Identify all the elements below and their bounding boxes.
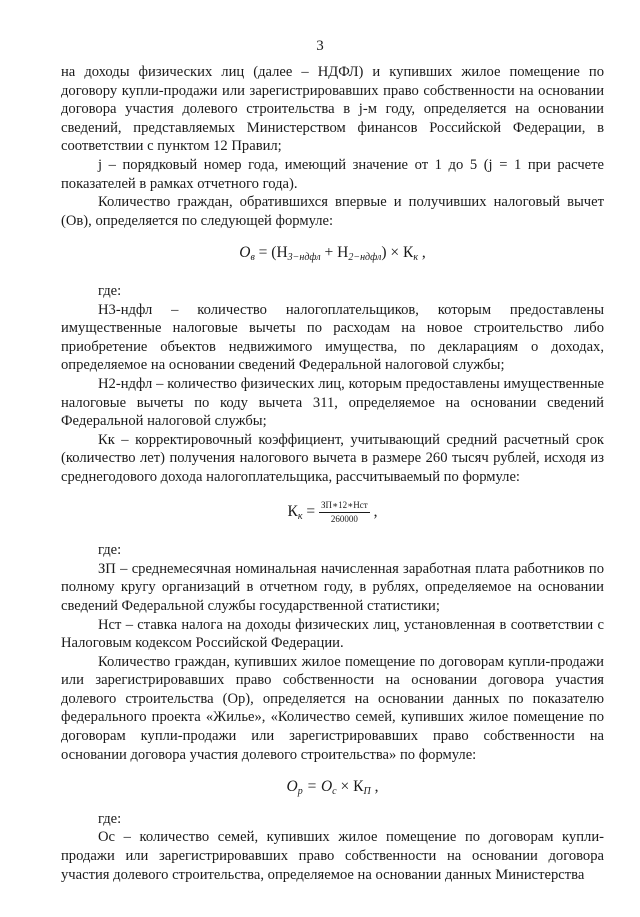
- paragraph-op-intro: Количество граждан, купивших жилое помещение по договорам купли-продажи или зарегистрировавших право собственности на основании договора участия долевого строительства (Op), определяется на основании данных по показателю федерального проекта «Жилье», «Количество семей, купивших жилое помещение по договорам купли-продажи или зарегистрировавших право собственности на основании договора участия долевого строительства» по формуле:: [61, 653, 604, 763]
- formula-op-k-sub: П: [363, 786, 371, 798]
- page-number: 3: [316, 38, 324, 54]
- where-label-3: где:: [98, 810, 122, 827]
- formula-ov-lhs-sub: в: [250, 252, 255, 264]
- paragraph-ndfl-definition: на доходы физических лиц (далее – НДФЛ) и купивших жилое помещение по договору купли-продажи или зарегистрировавших право собственности на основании договора участия долевого строительства в j-м году, определяется на основании сведений, представляемых Министерством финансов Российской Федерации, в соответствии с пунктом 12 Правил;: [61, 64, 604, 155]
- formula-ov-sub2: 2−ндфл: [348, 252, 382, 264]
- formula-kk-numerator: ЗП∗12∗Нст: [319, 500, 370, 513]
- formula-ov-k-sub: к: [413, 252, 418, 264]
- formula-ov-lhs: O: [239, 244, 251, 262]
- paragraph-j-definition: j – порядковый номер года, имеющий значение от 1 до 5 (j = 1 при расчете показателей в рамках отчетного года).: [61, 156, 604, 192]
- formula-op-lhs-sub: p: [297, 786, 303, 798]
- formula-op-tail: ,: [370, 778, 379, 796]
- paragraph-zp: ЗП – среднемесячная номинальная начисленная заработная плата работников по полному кругу организаций в отчетном году, в рублях, определяемое на основании сведений Федеральной службы государственной статистики;: [61, 560, 604, 614]
- paragraph-n3-ndfl: Н3-ндфл – количество налогоплательщиков, которым предоставлены имущественные налоговые вычеты по расходам на новое строительство либо приобретение объектов недвижимого имущества, по декларациям о доходах, определяемое на основании сведений Федеральной налоговой службы;: [61, 301, 604, 374]
- formula-kk-tail: ,: [369, 503, 378, 521]
- formula-kk-denominator: 260000: [330, 514, 358, 525]
- formula-ov-term3: ) × К: [381, 244, 414, 262]
- formula-ov-term1: = (Н: [254, 244, 288, 262]
- formula-op-lhs: O: [286, 778, 298, 796]
- formula-op-term2: × К: [336, 778, 364, 796]
- paragraph-oc: Oc – количество семей, купивших жилое помещение по договорам купли-продажи или зарегистрировавших право собственности на основании договора участия долевого строительства, определяемое на основании данных Министерства: [61, 829, 604, 883]
- formula-op-sub1: c: [332, 786, 337, 798]
- formula-ov-tail: ,: [418, 244, 426, 262]
- formula-kk-lhs-sub: к: [297, 511, 303, 523]
- formula-op-term1: = O: [302, 778, 333, 796]
- formula-ov-sub1: 3−ндфл: [287, 252, 321, 264]
- formula-kk-lhs: К: [287, 503, 298, 521]
- formula-ov: [61, 244, 604, 268]
- formula-op: [61, 778, 604, 802]
- where-label-1: где:: [98, 282, 122, 299]
- paragraph-ov-intro: Количество граждан, обратившихся впервые и получивших налоговый вычет (Oв), определяется по следующей формуле:: [61, 194, 604, 229]
- formula-kk-fraction: [319, 500, 370, 525]
- formula-kk: [61, 500, 604, 527]
- paragraph-nst: Нст – ставка налога на доходы физических лиц, установленная в соответствии с Налоговым кодексом Российской Федерации.: [61, 616, 604, 652]
- where-label-2: где:: [98, 542, 122, 559]
- formula-ov-term2: + Н: [320, 244, 349, 262]
- paragraph-n2-ndfl: Н2-ндфл – количество физических лиц, которым предоставлены имущественные налоговые вычеты по коду вычета 311, определяемое на основании сведений Федеральной налоговой службы;: [61, 375, 604, 430]
- paragraph-kk: Кк – корректировочный коэффициент, учитывающий средний расчетный срок (количество лет) получения налогового вычета в размере 260 тысяч рублей, исходя из среднегодового дохода налогоплательщика, рассчитываемый по формуле:: [61, 431, 604, 485]
- formula-kk-eq: =: [302, 503, 320, 521]
- document-body: [61, 63, 604, 884]
